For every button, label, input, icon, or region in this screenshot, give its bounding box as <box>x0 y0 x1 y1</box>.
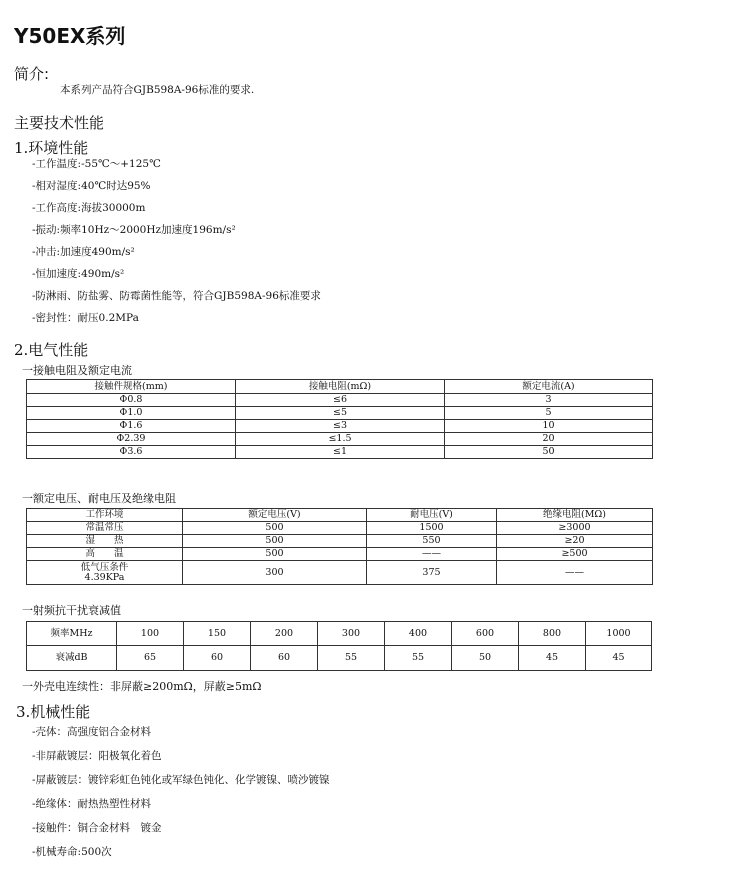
table-cell: ≥500 <box>497 548 653 561</box>
intro-heading: 简介: <box>14 65 50 83</box>
env-heading: 1.环境性能 <box>14 139 89 157</box>
mech-item: -接触件：铜合金材料 镀金 <box>32 822 162 834</box>
table-cell: 300 <box>318 622 385 646</box>
env-item: -振动:频率10Hz～2000Hz加速度196m/s² <box>32 224 236 236</box>
env-item: -工作高度:海拔30000m <box>32 202 146 214</box>
table-cell: 1000 <box>586 622 652 646</box>
env-item: -防淋雨、防盐雾、防霉菌性能等，符合GJB598A-96标准要求 <box>32 290 321 302</box>
table-cell: Φ0.8 <box>27 394 236 407</box>
table-cell: Φ1.0 <box>27 407 236 420</box>
mech-item: -机械寿命:500次 <box>32 846 112 858</box>
env-item: -冲击:加速度490m/s² <box>32 246 135 258</box>
mech-item: -屏蔽镀层：镀锌彩虹色钝化或军绿色钝化、化学镀镍、喷沙镀镍 <box>32 774 330 786</box>
table-cell: 60 <box>184 646 251 671</box>
table-cell: Φ3.6 <box>27 446 236 459</box>
table-cell: 60 <box>251 646 318 671</box>
table-row <box>27 561 653 585</box>
row-header: 衰减dB <box>27 646 117 671</box>
table-cell: 55 <box>385 646 452 671</box>
table-cell: 800 <box>519 622 586 646</box>
table-cell: 65 <box>117 646 184 671</box>
rf-table-title: 一射频抗干扰衰减值 <box>22 604 121 617</box>
table-row <box>27 535 653 548</box>
table-cell: 5 <box>445 407 653 420</box>
table-cell: ≤1.5 <box>236 433 445 446</box>
voltage-table <box>26 508 653 585</box>
elec-heading: 2.电气性能 <box>14 341 89 359</box>
table-cell: 低气压条件 4.39KPa <box>27 561 183 585</box>
column-header: 接触电阻(mΩ) <box>236 380 445 394</box>
voltage-table-title: 一额定电压、耐电压及绝缘电阻 <box>22 492 176 505</box>
page-title: Y50EX系列 <box>14 24 126 48</box>
table-cell: —— <box>367 548 497 561</box>
table-row <box>27 446 653 459</box>
env-item: -恒加速度:490m/s² <box>32 268 125 280</box>
table-cell: 375 <box>367 561 497 585</box>
table-cell: 600 <box>452 622 519 646</box>
table-cell: 50 <box>452 646 519 671</box>
table-cell: 550 <box>367 535 497 548</box>
table-cell: Φ2.39 <box>27 433 236 446</box>
table-row <box>27 548 653 561</box>
table-cell: 500 <box>183 535 367 548</box>
table-row <box>27 407 653 420</box>
mech-heading: 3.机械性能 <box>16 703 91 721</box>
table-cell: 20 <box>445 433 653 446</box>
table-cell: 200 <box>251 622 318 646</box>
table-cell: 55 <box>318 646 385 671</box>
contact-table <box>26 379 653 459</box>
table-cell: Φ1.6 <box>27 420 236 433</box>
main-heading: 主要技术性能 <box>14 114 105 132</box>
table-row <box>27 622 652 646</box>
table-cell: 300 <box>183 561 367 585</box>
table-cell: 50 <box>445 446 653 459</box>
row-header: 频率MHz <box>27 622 117 646</box>
mech-item: -壳体：高强度铝合金材料 <box>32 726 152 738</box>
env-item: -密封性：耐压0.2MPa <box>32 312 139 324</box>
table-cell: —— <box>497 561 653 585</box>
column-header: 绝缘电阻(MΩ) <box>497 509 653 522</box>
column-header: 额定电压(V) <box>183 509 367 522</box>
table-cell: ≤3 <box>236 420 445 433</box>
table-cell: 45 <box>586 646 652 671</box>
mech-item: -绝缘体：耐热热塑性材料 <box>32 798 152 810</box>
table-cell: ≤5 <box>236 407 445 420</box>
table-row <box>27 420 653 433</box>
column-header: 额定电流(A) <box>445 380 653 394</box>
table-cell: 湿 热 <box>27 535 183 548</box>
env-item: -工作温度:-55℃～+125℃ <box>32 158 161 170</box>
rf-table <box>26 621 652 671</box>
table-cell: 高 温 <box>27 548 183 561</box>
table-cell: ≤1 <box>236 446 445 459</box>
table-cell: 10 <box>445 420 653 433</box>
table-cell: 3 <box>445 394 653 407</box>
table-cell: 150 <box>184 622 251 646</box>
column-header: 工作环境 <box>27 509 183 522</box>
contact-table-title: 一接触电阻及额定电流 <box>22 364 132 377</box>
table-row <box>27 646 652 671</box>
env-item: -相对湿度:40℃时达95% <box>32 180 151 192</box>
table-row <box>27 522 653 535</box>
table-cell: 常温常压 <box>27 522 183 535</box>
table-row <box>27 433 653 446</box>
shell-continuity-text: 一外壳电连续性：非屏蔽≥200mΩ，屏蔽≥5mΩ <box>22 680 262 693</box>
table-cell: 500 <box>183 522 367 535</box>
table-row <box>27 394 653 407</box>
table-cell: ≥3000 <box>497 522 653 535</box>
table-cell: 100 <box>117 622 184 646</box>
mech-item: -非屏蔽镀层：阳极氧化着色 <box>32 750 162 762</box>
table-cell: ≥20 <box>497 535 653 548</box>
table-cell: 45 <box>519 646 586 671</box>
table-cell: ≤6 <box>236 394 445 407</box>
intro-text: 本系列产品符合GJB598A-96标准的要求. <box>60 84 255 96</box>
table-cell: 1500 <box>367 522 497 535</box>
table-cell: 400 <box>385 622 452 646</box>
table-cell: 500 <box>183 548 367 561</box>
column-header: 耐电压(V) <box>367 509 497 522</box>
column-header: 接触件规格(mm) <box>27 380 236 394</box>
